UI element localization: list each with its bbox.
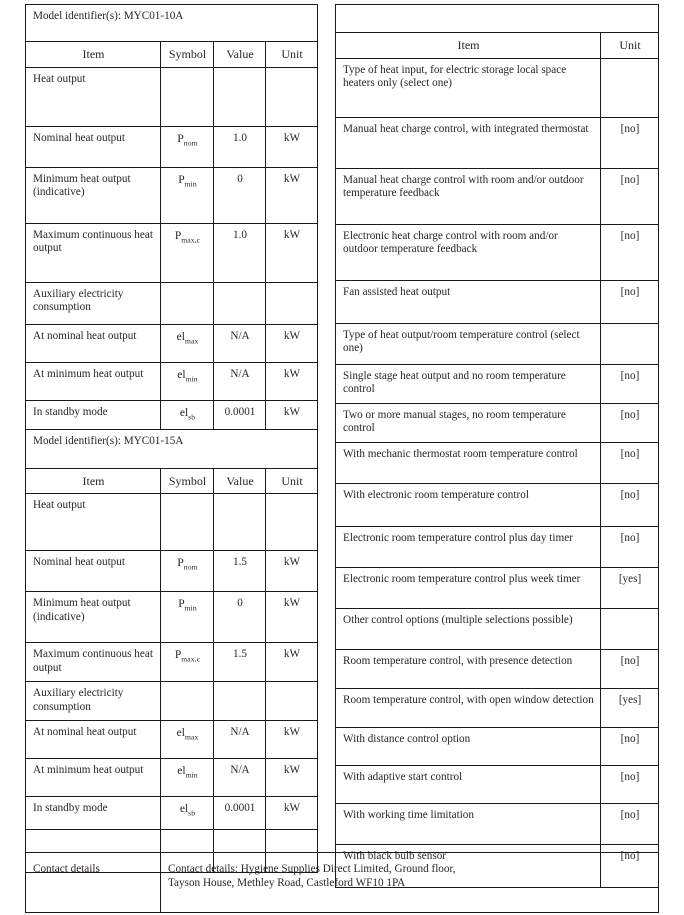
right-spec-table	[335, 4, 659, 888]
contact-details-table	[25, 852, 659, 913]
row-unit	[266, 67, 318, 126]
col-header-item: Item	[26, 42, 161, 68]
row-value	[214, 282, 266, 324]
table-row	[26, 400, 318, 429]
model-identifier-1: Model identifier(s): MYC01-10A	[26, 5, 318, 42]
symbol-subscript: max,c	[181, 234, 201, 244]
table-header-row-1	[26, 42, 318, 68]
row-unit: kW	[266, 167, 318, 223]
table-row	[336, 688, 659, 727]
col-header-item: Item	[26, 468, 161, 494]
row-label: With distance control option	[336, 727, 601, 765]
model-identifier-2: Model identifier(s): MYC01-15A	[26, 429, 318, 468]
row-unit: [no]	[601, 526, 659, 567]
row-unit: kW	[266, 551, 318, 592]
row-unit: [yes]	[601, 567, 659, 608]
row-label: With adaptive start control	[336, 765, 601, 803]
table-row	[336, 765, 659, 803]
row-label: Room temperature control, with presence detection	[336, 649, 601, 688]
row-symbol: $el_{max}$	[161, 721, 214, 759]
symbol-subscript: max	[184, 335, 199, 345]
row-unit: [no]	[601, 224, 659, 280]
table-row	[26, 67, 318, 126]
row-unit	[266, 494, 318, 551]
col-header-unit: Unit	[266, 468, 318, 494]
row-unit: [no]	[601, 844, 659, 887]
contact-line-1: Contact details: Hygiene Supplies Direct Limited, Ground floor,	[168, 863, 456, 875]
row-label: Nominal heat output	[26, 126, 161, 167]
contact-line-2: Tayson House, Methley Road, Castleford WF10 1PA	[168, 877, 406, 889]
row-label: Type of heat input, for electric storage local space heaters only (select one)	[336, 58, 601, 117]
table-row-contact	[26, 853, 659, 913]
row-unit: kW	[266, 643, 318, 682]
symbol-subscript: max	[184, 732, 199, 742]
symbol-subscript: min	[184, 178, 197, 188]
row-unit: [no]	[601, 168, 659, 224]
row-unit: [no]	[601, 649, 659, 688]
table-row	[26, 721, 318, 759]
col-header-unit: Unit	[266, 42, 318, 68]
row-label: With mechanic thermostat room temperature control	[336, 442, 601, 483]
table-row	[336, 727, 659, 765]
row-symbol: $el_{sb}$	[161, 400, 214, 429]
row-symbol: $P_{nom}$	[161, 126, 214, 167]
row-label: Manual heat charge control, with integrated thermostat	[336, 117, 601, 168]
col-header-symbol: Symbol	[161, 42, 214, 68]
table-row	[26, 167, 318, 223]
row-unit: kW	[266, 362, 318, 400]
row-symbol: $P_{nom}$	[161, 551, 214, 592]
table-row	[336, 442, 659, 483]
row-value	[214, 494, 266, 551]
table-row	[26, 223, 318, 282]
row-label: Electronic room temperature control plus week timer	[336, 567, 601, 608]
row-value: N/A	[214, 759, 266, 797]
row-label: Maximum continuous heat output	[26, 643, 161, 682]
row-label: Minimum heat output (indicative)	[26, 592, 161, 643]
table-row	[26, 551, 318, 592]
contact-label: Contact details	[26, 853, 161, 913]
row-value: 1.0	[214, 223, 266, 282]
row-label: At minimum heat output	[26, 362, 161, 400]
table-row	[336, 117, 659, 168]
row-label: With electronic room temperature control	[336, 483, 601, 526]
row-unit: kW	[266, 797, 318, 830]
table-row	[26, 797, 318, 830]
row-label: Heat output	[26, 67, 161, 126]
row-symbol: $el_{sb}$	[161, 797, 214, 830]
row-unit	[601, 608, 659, 649]
table-row	[336, 567, 659, 608]
table-row	[26, 494, 318, 551]
table-row	[336, 608, 659, 649]
row-symbol	[161, 494, 214, 551]
table-row	[336, 803, 659, 844]
table-header-row	[336, 33, 659, 59]
row-unit: [no]	[601, 483, 659, 526]
row-value: N/A	[214, 324, 266, 362]
row-value: 0	[214, 592, 266, 643]
table-row	[336, 649, 659, 688]
row-label: Auxiliary electricity consumption	[26, 282, 161, 324]
row-unit: kW	[266, 324, 318, 362]
table-row	[26, 282, 318, 324]
row-label: With working time limitation	[336, 803, 601, 844]
row-symbol	[161, 282, 214, 324]
row-symbol	[161, 682, 214, 721]
row-value	[214, 67, 266, 126]
table-header-row-2	[26, 468, 318, 494]
row-symbol: $el_{min}$	[161, 759, 214, 797]
row-label: In standby mode	[26, 400, 161, 429]
table-row	[26, 324, 318, 362]
row-label: Auxiliary electricity consumption	[26, 682, 161, 721]
row-value: N/A	[214, 721, 266, 759]
row-label: Electronic heat charge control with room and/or outdoor temperature feedback	[336, 224, 601, 280]
row-label: At nominal heat output	[26, 721, 161, 759]
row-unit: [no]	[601, 727, 659, 765]
row-label: Heat output	[26, 494, 161, 551]
row-unit: [no]	[601, 803, 659, 844]
row-unit: [yes]	[601, 688, 659, 727]
row-label: Fan assisted heat output	[336, 280, 601, 323]
symbol-subscript: nom	[183, 137, 198, 147]
row-value: 1.5	[214, 551, 266, 592]
row-label: Minimum heat output (indicative)	[26, 167, 161, 223]
symbol-subscript: max,c	[181, 654, 201, 664]
row-unit	[266, 282, 318, 324]
row-value: 1.0	[214, 126, 266, 167]
row-unit: kW	[266, 721, 318, 759]
row-unit: [no]	[601, 403, 659, 442]
symbol-subscript: sb	[188, 411, 196, 421]
row-symbol	[161, 67, 214, 126]
row-unit	[601, 323, 659, 364]
row-label: Type of heat output/room temperature control (select one)	[336, 323, 601, 364]
row-unit: [no]	[601, 442, 659, 483]
left-spec-table	[25, 4, 318, 873]
row-unit	[266, 682, 318, 721]
table-row	[26, 126, 318, 167]
table-row	[336, 526, 659, 567]
row-label: Nominal heat output	[26, 551, 161, 592]
row-unit: [no]	[601, 364, 659, 403]
row-unit: kW	[266, 126, 318, 167]
table-row	[336, 323, 659, 364]
table-row-model-identifier-1	[26, 5, 318, 42]
table-row	[336, 58, 659, 117]
row-value: 0.0001	[214, 797, 266, 830]
symbol-subscript: min	[185, 770, 198, 780]
table-row	[26, 592, 318, 643]
row-label: At nominal heat output	[26, 324, 161, 362]
row-symbol: $P_{max,c}$	[161, 643, 214, 682]
row-value	[214, 682, 266, 721]
row-value: 0.0001	[214, 400, 266, 429]
table-row	[336, 403, 659, 442]
row-label: At minimum heat output	[26, 759, 161, 797]
table-row	[336, 224, 659, 280]
col-header-value: Value	[214, 42, 266, 68]
symbol-subscript: nom	[183, 562, 198, 572]
row-label: Manual heat charge control with room and/or outdoor temperature feedback	[336, 168, 601, 224]
row-label: Two or more manual stages, no room temperature control	[336, 403, 601, 442]
row-label: Room temperature control, with open window detection	[336, 688, 601, 727]
col-header-unit: Unit	[601, 33, 659, 59]
row-symbol: $P_{min}$	[161, 592, 214, 643]
table-row	[336, 364, 659, 403]
row-symbol: $el_{min}$	[161, 362, 214, 400]
symbol-subscript: min	[185, 373, 198, 383]
row-symbol: $P_{max,c}$	[161, 223, 214, 282]
row-label: Maximum continuous heat output	[26, 223, 161, 282]
col-header-symbol: Symbol	[161, 468, 214, 494]
col-header-value: Value	[214, 468, 266, 494]
row-label: In standby mode	[26, 797, 161, 830]
table-row	[26, 362, 318, 400]
table-row	[336, 483, 659, 526]
table-row	[336, 168, 659, 224]
row-unit: [no]	[601, 117, 659, 168]
table-row	[336, 280, 659, 323]
row-label: Other control options (multiple selections possible)	[336, 608, 601, 649]
row-unit: [no]	[601, 280, 659, 323]
row-value: 1.5	[214, 643, 266, 682]
table-row-spacer	[336, 5, 659, 33]
symbol-subscript: sb	[188, 808, 196, 818]
row-label: With black bulb sensor	[336, 844, 601, 887]
row-unit: kW	[266, 400, 318, 429]
row-unit: kW	[266, 592, 318, 643]
row-unit: [no]	[601, 765, 659, 803]
row-unit	[601, 58, 659, 117]
symbol-subscript: min	[184, 603, 197, 613]
row-symbol: $P_{min}$	[161, 167, 214, 223]
table-row	[26, 643, 318, 682]
row-label: Electronic room temperature control plus day timer	[336, 526, 601, 567]
spacer-cell	[336, 5, 659, 33]
table-row	[26, 682, 318, 721]
row-label: Single stage heat output and no room temperature control	[336, 364, 601, 403]
table-row	[26, 759, 318, 797]
row-value: 0	[214, 167, 266, 223]
table-row-model-identifier-2	[26, 429, 318, 468]
contact-body	[161, 853, 659, 913]
row-symbol: $el_{max}$	[161, 324, 214, 362]
row-unit: kW	[266, 223, 318, 282]
row-unit: kW	[266, 759, 318, 797]
col-header-item: Item	[336, 33, 601, 59]
row-value: N/A	[214, 362, 266, 400]
